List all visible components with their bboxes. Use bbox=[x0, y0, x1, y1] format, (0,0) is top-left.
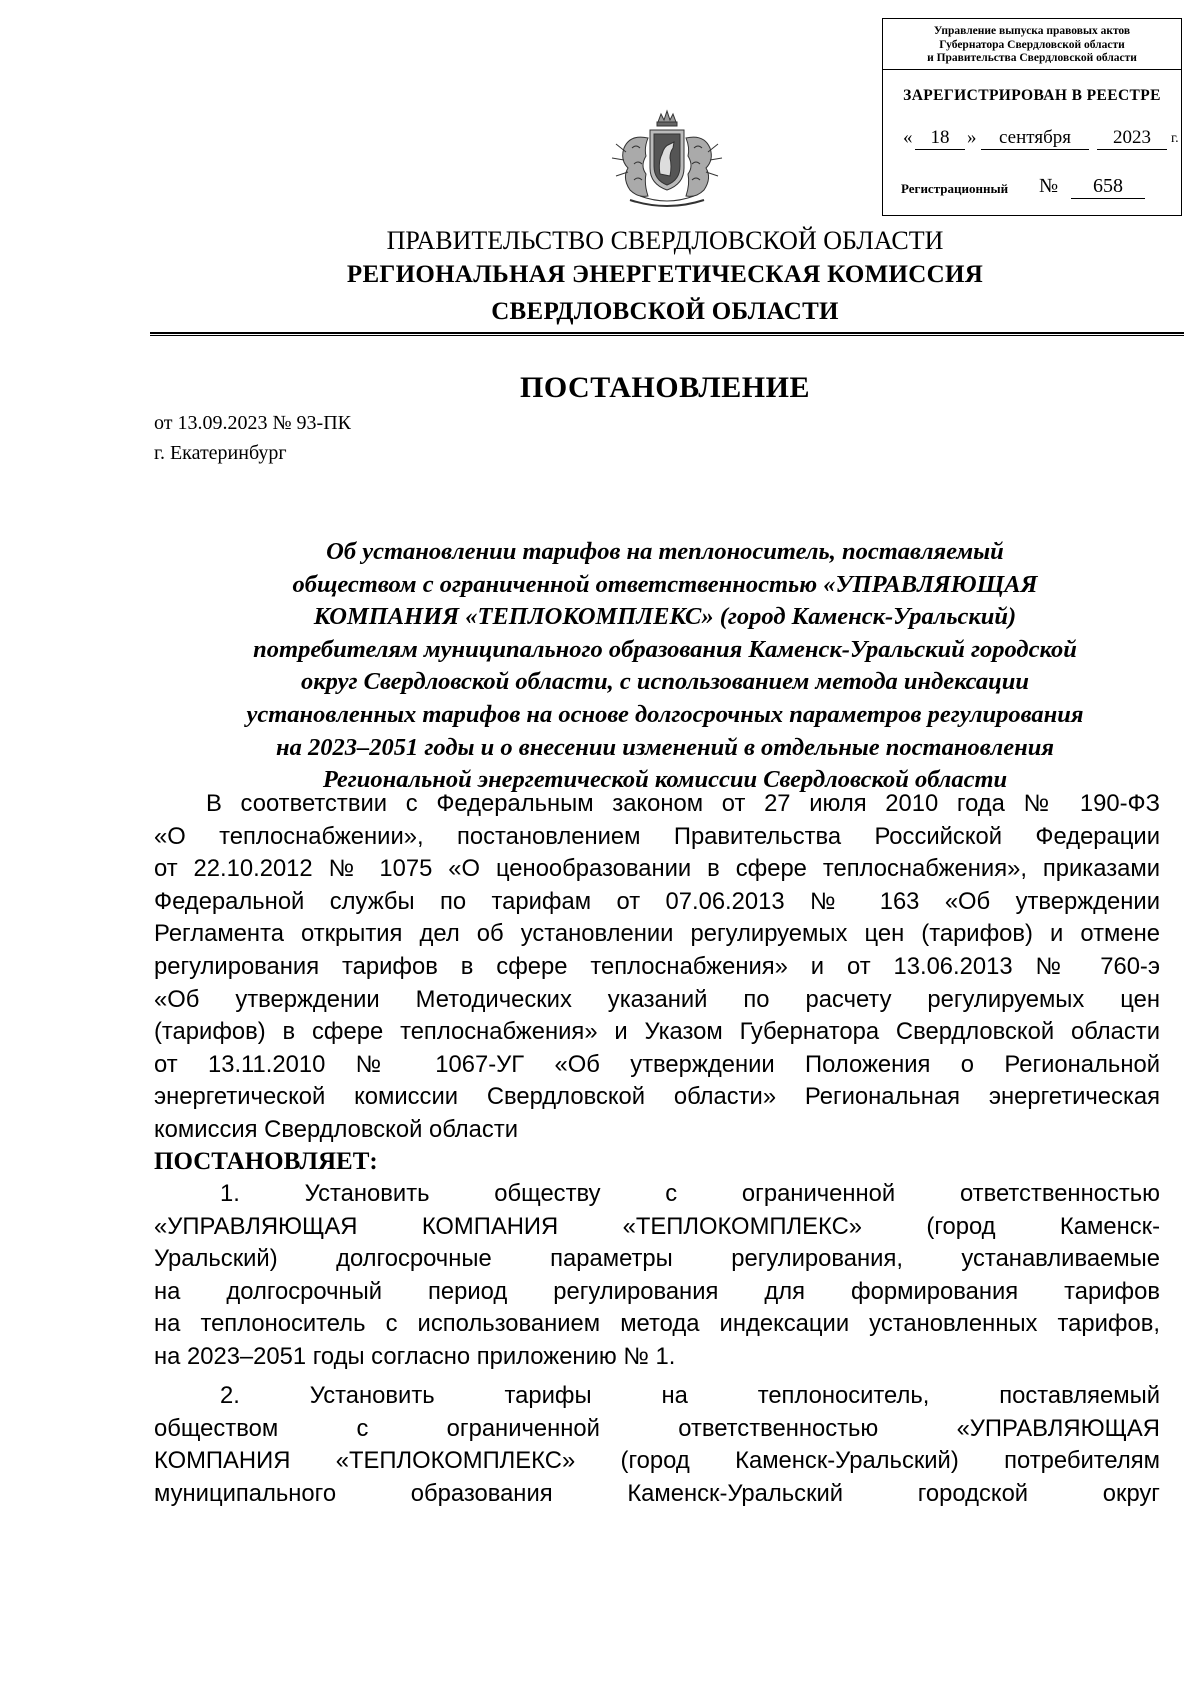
item-1-line: на 2023–2051 годы согласно приложению № 1. bbox=[154, 1343, 676, 1370]
item-1-line: на теплоноситель с использованием метода индексации установленных тарифов, bbox=[154, 1310, 1160, 1338]
stamp-header-line: Управление выпуска правовых актов bbox=[933, 25, 1131, 37]
stamp-header-line: и Правительства Свердловской области bbox=[927, 52, 1137, 64]
stamp-header-line: Губернатора Свердловской области bbox=[939, 38, 1125, 51]
preamble-line: В соответствии с Федеральным законом от 27 июля 2010 года № 190-ФЗ bbox=[206, 790, 1160, 817]
resolution-item-1 bbox=[154, 1180, 1160, 1380]
stamp-registered-label: ЗАРЕГИСТРИРОВАН В РЕЕСТРЕ bbox=[903, 87, 1161, 104]
stamp-reg-label: Регистрационный bbox=[901, 181, 1009, 196]
item-2-line: обществом с ограниченной ответственностью «УПРАВЛЯЮЩАЯ bbox=[154, 1414, 1160, 1442]
government-name: ПРАВИТЕЛЬСТВО СВЕРДЛОВСКОЙ ОБЛАСТИ bbox=[386, 226, 944, 255]
stamp-header bbox=[883, 19, 1181, 70]
item-1-line: 1. Установить обществу с ограниченной ответственностью bbox=[220, 1180, 1160, 1207]
document-subject bbox=[150, 536, 1180, 797]
preamble-line: энергетической комиссии Свердловской области» Региональная энергетическая bbox=[154, 1083, 1160, 1111]
stamp-number-sign: № bbox=[1039, 175, 1059, 197]
stamp-year: 2023 bbox=[1097, 127, 1167, 150]
stamp-day: 18 bbox=[915, 127, 965, 150]
commission-name-line-1: РЕГИОНАЛЬНАЯ ЭНЕРГЕТИЧЕСКАЯ КОМИССИЯ bbox=[346, 261, 984, 288]
subject-line: Об установлении тарифов на теплоноситель, поставляемый bbox=[326, 538, 1004, 565]
subject-line: на 2023–2051 годы и о внесении изменений в отдельные постановления bbox=[276, 733, 1054, 761]
stamp-registration-number bbox=[901, 175, 1181, 201]
preamble-paragraph bbox=[154, 790, 1160, 1150]
stamp-date bbox=[897, 127, 1179, 153]
document-city: г. Екатеринбург bbox=[154, 442, 287, 464]
stamp-date-close-quote: » bbox=[967, 127, 977, 148]
preamble-line: «О теплоснабжении», постановлением Правительства Российской Федерации bbox=[154, 822, 1160, 850]
preamble-line: Федеральной службы по тарифам от 07.06.2013 № 163 «Об утверждении bbox=[154, 887, 1160, 915]
sverdlovsk-coat-of-arms-icon bbox=[600, 108, 734, 214]
commission-name-line-2: СВЕРДЛОВСКОЙ ОБЛАСТИ bbox=[491, 298, 839, 325]
item-2-line: КОМПАНИЯ «ТЕПЛОКОМПЛЕКС» (город Каменск-Уральский) потребителям bbox=[154, 1447, 1160, 1475]
registration-stamp bbox=[882, 18, 1182, 216]
preamble-line: «Об утверждении Методических указаний по расчету регулируемых цен bbox=[154, 985, 1160, 1013]
item-1-line: «УПРАВЛЯЮЩАЯ КОМПАНИЯ «ТЕПЛОКОМПЛЕКС» (город Каменск- bbox=[154, 1212, 1160, 1240]
item-2-line: 2. Установить тарифы на теплоноситель, поставляемый bbox=[220, 1382, 1160, 1409]
item-1-line: Уральский) долгосрочные параметры регулирования, устанавливаемые bbox=[154, 1245, 1160, 1273]
subject-line: округ Свердловской области, с использованием метода индексации bbox=[301, 668, 1029, 696]
preamble-line: от 13.11.2010 № 1067-УГ «Об утверждении Положения о Региональной bbox=[154, 1050, 1160, 1078]
document-type-title: ПОСТАНОВЛЕНИЕ bbox=[520, 371, 810, 404]
stamp-month: сентября bbox=[981, 127, 1089, 150]
subject-line: КОМПАНИЯ «ТЕПЛОКОМПЛЕКС» (город Каменск-Уральский) bbox=[313, 603, 1017, 631]
subject-line: установленных тарифов на основе долгосрочных параметров регулирования bbox=[246, 700, 1084, 728]
preamble-line: комиссия Свердловской области bbox=[154, 1116, 519, 1143]
item-2-line: муниципального образования Каменск-Уральский городской округ bbox=[154, 1479, 1160, 1507]
preamble-line: регулирования тарифов в сфере теплоснабжения» и от 13.06.2013 № 760-э bbox=[154, 953, 1160, 980]
subject-line: потребителям муниципального образования Каменск-Уральский городской bbox=[253, 635, 1077, 663]
preamble-line: (тарифов) в сфере теплоснабжения» и Указом Губернатора Свердловской области bbox=[154, 1018, 1160, 1046]
subject-line: Региональной энергетической комиссии Свердловской области bbox=[322, 766, 1008, 794]
preamble-line: Регламента открытия дел об установлении регулируемых цен (тарифов) и отмене bbox=[154, 920, 1160, 948]
preamble-line: от 22.10.2012 № 1075 «О ценообразовании в сфере теплоснабжения», приказами bbox=[154, 855, 1160, 883]
stamp-number-value: 658 bbox=[1071, 175, 1145, 199]
stamp-year-suffix: г. bbox=[1171, 131, 1179, 146]
item-1-line: на долгосрочный период регулирования для формирования тарифов bbox=[154, 1277, 1160, 1305]
document-date-number: от 13.09.2023 № 93-ПК bbox=[154, 412, 352, 434]
subject-line: обществом с ограниченной ответственностью «УПРАВЛЯЮЩАЯ bbox=[292, 570, 1038, 598]
header-divider bbox=[150, 332, 1184, 336]
stamp-date-open-quote: « bbox=[903, 127, 913, 148]
resolves-heading: ПОСТАНОВЛЯЕТ: bbox=[154, 1148, 378, 1175]
resolution-item-2 bbox=[154, 1382, 1160, 1522]
